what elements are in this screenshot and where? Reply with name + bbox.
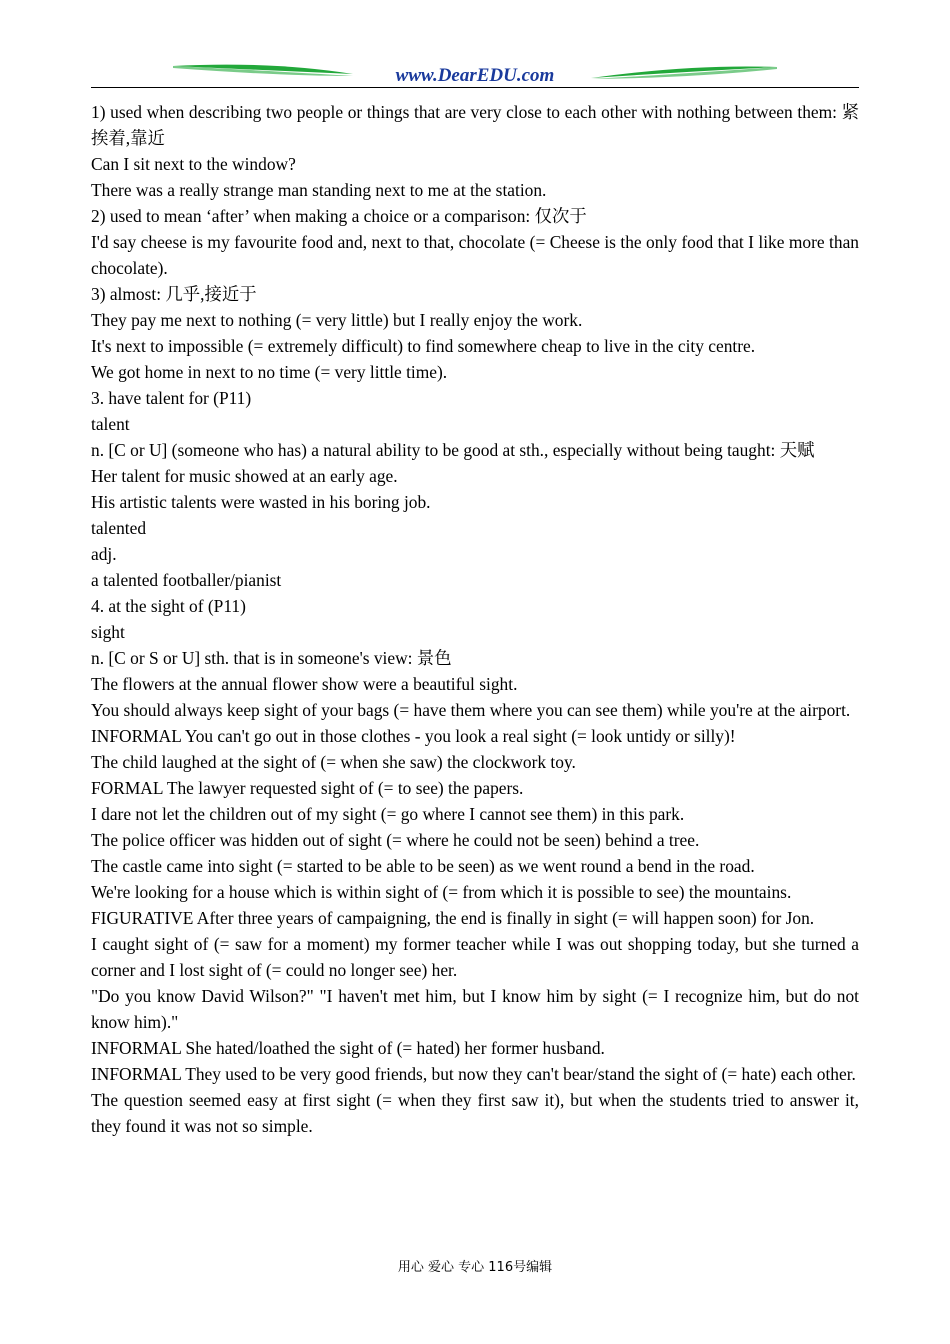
text-line: INFORMAL You can't go out in those clothes - you look a real sight (= look untidy or silly)! [91,726,736,746]
dearedu-logo [91,62,859,86]
text-line: 3. have talent for (P11) [91,388,252,408]
text-line: I dare not let the children out of my sight (= go where I cannot see them) in this park. [91,804,685,824]
right-swoosh [591,66,777,78]
text-line: FIGURATIVE After three years of campaigning, the end is finally in sight (= will happen soon) for Jon. [91,908,815,928]
text-line: talent [91,414,130,434]
text-line: His artistic talents were wasted in his boring job. [91,492,431,512]
header-rule [91,87,859,88]
text-line: It's next to impossible (= extremely difficult) to find somewhere cheap to live in the city centre. [91,336,756,356]
text-line: FORMAL The lawyer requested sight of (= to see) the papers. [91,778,524,798]
page-header [91,62,859,88]
text-line: n. [C or S or U] sth. that is in someone's view: 景色 [91,648,452,668]
text-line: INFORMAL They used to be very good friends, but now they can't bear/stand the sight of (= hate) each other. [91,1064,856,1084]
text-line: They pay me next to nothing (= very little) but I really enjoy the work. [91,310,583,330]
text-line: There was a really strange man standing next to me at the station. [91,180,547,200]
text-line: talented [91,518,147,538]
text-line: 2) used to mean ‘after’ when making a choice or a comparison: 仅次于 [91,206,587,226]
text-line: a talented footballer/pianist [91,570,282,590]
text-line: The flowers at the annual flower show were a beautiful sight. [91,674,518,694]
text-line: Can I sit next to the window? [91,154,296,174]
logo-text: www.DearEDU.com [395,65,555,86]
document-body [91,99,859,1249]
text-line: "Do you know David Wilson?" "I haven't met him, but I know him by sight (= I recognize him, but do not know him)." [91,986,859,1032]
text-line: We got home in next to no time (= very little time). [91,362,448,382]
text-line: 4. at the sight of (P11) [91,596,246,616]
text-line: The police officer was hidden out of sight (= where he could not be seen) behind a tree. [91,830,700,850]
text-line: adj. [91,544,117,564]
page-footer: 用心 爱心 专心 116号编辑 [397,1260,553,1275]
text-line: 3) almost: 几乎,接近于 [91,284,257,304]
text-line: Her talent for music showed at an early age. [91,466,398,486]
text-line: The castle came into sight (= started to be able to be seen) as we went round a bend in the road. [91,856,755,876]
text-line: n. [C or U] (someone who has) a natural ability to be good at sth., especially without being taught: 天赋 [91,440,815,460]
text-line: We're looking for a house which is within sight of (= from which it is possible to see) the mountains. [91,882,792,902]
text-line: The child laughed at the sight of (= when she saw) the clockwork toy. [91,752,576,772]
text-line: INFORMAL She hated/loathed the sight of (= hated) her former husband. [91,1038,605,1058]
text-line: sight [91,622,125,642]
text-line: I caught sight of (= saw for a moment) my former teacher while I was out shopping today, but she turned a corner and I lost sight of (= could no longer see) her. [91,934,859,980]
text-line: You should always keep sight of your bags (= have them where you can see them) while you're at the airport. [91,700,851,720]
text-line: The question seemed easy at first sight (= when they first saw it), but when the students tried to answer it, they found it was not so simple. [91,1090,859,1136]
text-line: 1) used when describing two people or things that are very close to each other with nothing between them: 紧挨着,靠近 [91,102,859,148]
text-line: I'd say cheese is my favourite food and, next to that, chocolate (= Cheese is the only food that I like more than chocolate). [91,232,859,278]
